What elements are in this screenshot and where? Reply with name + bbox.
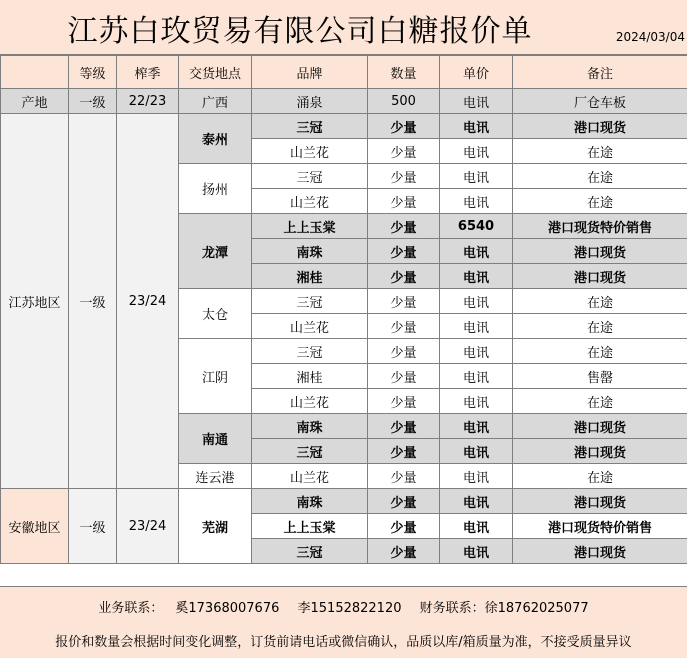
price-cell: 电讯 bbox=[440, 139, 513, 164]
price-cell: 电讯 bbox=[440, 264, 513, 289]
header-blank bbox=[1, 56, 69, 89]
brand-cell: 山兰花 bbox=[252, 389, 368, 414]
price-cell: 6540 bbox=[440, 214, 513, 239]
brand-cell: 三冠 bbox=[252, 164, 368, 189]
brand-cell: 山兰花 bbox=[252, 314, 368, 339]
price-cell: 电讯 bbox=[440, 114, 513, 139]
brand-cell: 三冠 bbox=[252, 114, 368, 139]
finance-contact: 财务联系：徐18762025077 bbox=[419, 601, 589, 616]
table-row bbox=[1, 489, 687, 514]
quantity-cell: 少量 bbox=[368, 464, 440, 489]
location-jiangyin: 江阴 bbox=[179, 339, 252, 414]
price-cell: 电讯 bbox=[440, 364, 513, 389]
header-location: 交货地点 bbox=[179, 56, 252, 89]
footer bbox=[0, 586, 687, 658]
brand-cell: 上上玉棠 bbox=[252, 514, 368, 539]
brand-cell: 山兰花 bbox=[252, 189, 368, 214]
note-cell: 港口现货 bbox=[513, 489, 687, 514]
origin-location: 广西 bbox=[179, 89, 252, 114]
note-cell: 在途 bbox=[513, 464, 687, 489]
title-bar bbox=[0, 0, 687, 55]
brand-cell: 南珠 bbox=[252, 414, 368, 439]
price-cell: 电讯 bbox=[440, 464, 513, 489]
location-lianyungang: 连云港 bbox=[179, 464, 252, 489]
contact-line bbox=[0, 597, 687, 616]
price-cell: 电讯 bbox=[440, 514, 513, 539]
note-cell: 在途 bbox=[513, 314, 687, 339]
header-brand: 品牌 bbox=[252, 56, 368, 89]
anhui-grade: 一级 bbox=[69, 489, 117, 564]
origin-quantity: 500 bbox=[368, 89, 440, 114]
origin-brand: 涌泉 bbox=[252, 89, 368, 114]
price-cell: 电讯 bbox=[440, 289, 513, 314]
header-note: 备注 bbox=[513, 56, 687, 89]
origin-season: 22/23 bbox=[117, 89, 179, 114]
brand-cell: 三冠 bbox=[252, 439, 368, 464]
note-cell: 港口现货 bbox=[513, 239, 687, 264]
note-cell: 港口现货 bbox=[513, 414, 687, 439]
business-contact-1: 奚17368007676 bbox=[175, 601, 280, 616]
price-cell: 电讯 bbox=[440, 339, 513, 364]
location-wuhu: 芜湖 bbox=[179, 489, 252, 564]
price-table bbox=[0, 55, 687, 564]
quantity-cell: 少量 bbox=[368, 289, 440, 314]
business-contact-label: 业务联系： bbox=[98, 601, 164, 616]
quantity-cell: 少量 bbox=[368, 439, 440, 464]
brand-cell: 山兰花 bbox=[252, 464, 368, 489]
region-anhui: 安徽地区 bbox=[1, 489, 69, 564]
quantity-cell: 少量 bbox=[368, 489, 440, 514]
origin-note: 厂仓车板 bbox=[513, 89, 687, 114]
brand-cell: 湘桂 bbox=[252, 364, 368, 389]
quantity-cell: 少量 bbox=[368, 364, 440, 389]
header-quantity: 数量 bbox=[368, 56, 440, 89]
business-contact-2: 李15152822120 bbox=[297, 601, 402, 616]
note-cell: 在途 bbox=[513, 289, 687, 314]
header-row bbox=[1, 56, 687, 89]
price-cell: 电讯 bbox=[440, 489, 513, 514]
quantity-cell: 少量 bbox=[368, 414, 440, 439]
brand-cell: 南珠 bbox=[252, 489, 368, 514]
note-cell: 港口现货 bbox=[513, 439, 687, 464]
header-season: 榨季 bbox=[117, 56, 179, 89]
note-cell: 港口现货 bbox=[513, 264, 687, 289]
table-row bbox=[1, 114, 687, 139]
origin-price: 电讯 bbox=[440, 89, 513, 114]
location-taicang: 太仓 bbox=[179, 289, 252, 339]
price-cell: 电讯 bbox=[440, 164, 513, 189]
price-cell: 电讯 bbox=[440, 414, 513, 439]
location-nantong: 南通 bbox=[179, 414, 252, 464]
note-cell: 在途 bbox=[513, 389, 687, 414]
price-cell: 电讯 bbox=[440, 389, 513, 414]
origin-label: 产地 bbox=[1, 89, 69, 114]
brand-cell: 南珠 bbox=[252, 239, 368, 264]
location-taizhou: 泰州 bbox=[179, 114, 252, 164]
quantity-cell: 少量 bbox=[368, 514, 440, 539]
note-cell: 在途 bbox=[513, 339, 687, 364]
quantity-cell: 少量 bbox=[368, 389, 440, 414]
jiangsu-grade: 一级 bbox=[69, 114, 117, 489]
quantity-cell: 少量 bbox=[368, 164, 440, 189]
brand-cell: 三冠 bbox=[252, 339, 368, 364]
quantity-cell: 少量 bbox=[368, 239, 440, 264]
anhui-season: 23/24 bbox=[117, 489, 179, 564]
quantity-cell: 少量 bbox=[368, 214, 440, 239]
jiangsu-season: 23/24 bbox=[117, 114, 179, 489]
table-row bbox=[1, 89, 687, 114]
note-cell: 在途 bbox=[513, 139, 687, 164]
header-grade: 等级 bbox=[69, 56, 117, 89]
brand-cell: 山兰花 bbox=[252, 139, 368, 164]
quantity-cell: 少量 bbox=[368, 139, 440, 164]
quantity-cell: 少量 bbox=[368, 114, 440, 139]
quantity-cell: 少量 bbox=[368, 189, 440, 214]
brand-cell: 上上玉棠 bbox=[252, 214, 368, 239]
price-cell: 电讯 bbox=[440, 239, 513, 264]
brand-cell: 湘桂 bbox=[252, 264, 368, 289]
header-price: 单价 bbox=[440, 56, 513, 89]
brand-cell: 三冠 bbox=[252, 289, 368, 314]
note-cell: 港口现货特价销售 bbox=[513, 214, 687, 239]
note-cell: 港口现货 bbox=[513, 114, 687, 139]
note-cell: 在途 bbox=[513, 164, 687, 189]
quote-date: 2024/03/04 bbox=[615, 30, 685, 44]
location-yangzhou: 扬州 bbox=[179, 164, 252, 214]
location-longtan: 龙潭 bbox=[179, 214, 252, 289]
price-cell: 电讯 bbox=[440, 189, 513, 214]
quantity-cell: 少量 bbox=[368, 314, 440, 339]
brand-cell: 三冠 bbox=[252, 539, 368, 564]
quantity-cell: 少量 bbox=[368, 339, 440, 364]
note-cell: 港口现货 bbox=[513, 539, 687, 564]
page-title: 江苏白玫贸易有限公司白糖报价单 bbox=[67, 14, 533, 49]
quantity-cell: 少量 bbox=[368, 264, 440, 289]
price-cell: 电讯 bbox=[440, 314, 513, 339]
price-cell: 电讯 bbox=[440, 439, 513, 464]
note-cell: 售罄 bbox=[513, 364, 687, 389]
origin-grade: 一级 bbox=[69, 89, 117, 114]
region-jiangsu: 江苏地区 bbox=[1, 114, 69, 489]
note-cell: 港口现货特价销售 bbox=[513, 514, 687, 539]
note-cell: 在途 bbox=[513, 189, 687, 214]
quantity-cell: 少量 bbox=[368, 539, 440, 564]
price-cell: 电讯 bbox=[440, 539, 513, 564]
disclaimer-notice: 报价和数量会根据时间变化调整，订货前请电话或微信确认，品质以库/箱质量为准，不接受质量异议 bbox=[55, 635, 632, 650]
